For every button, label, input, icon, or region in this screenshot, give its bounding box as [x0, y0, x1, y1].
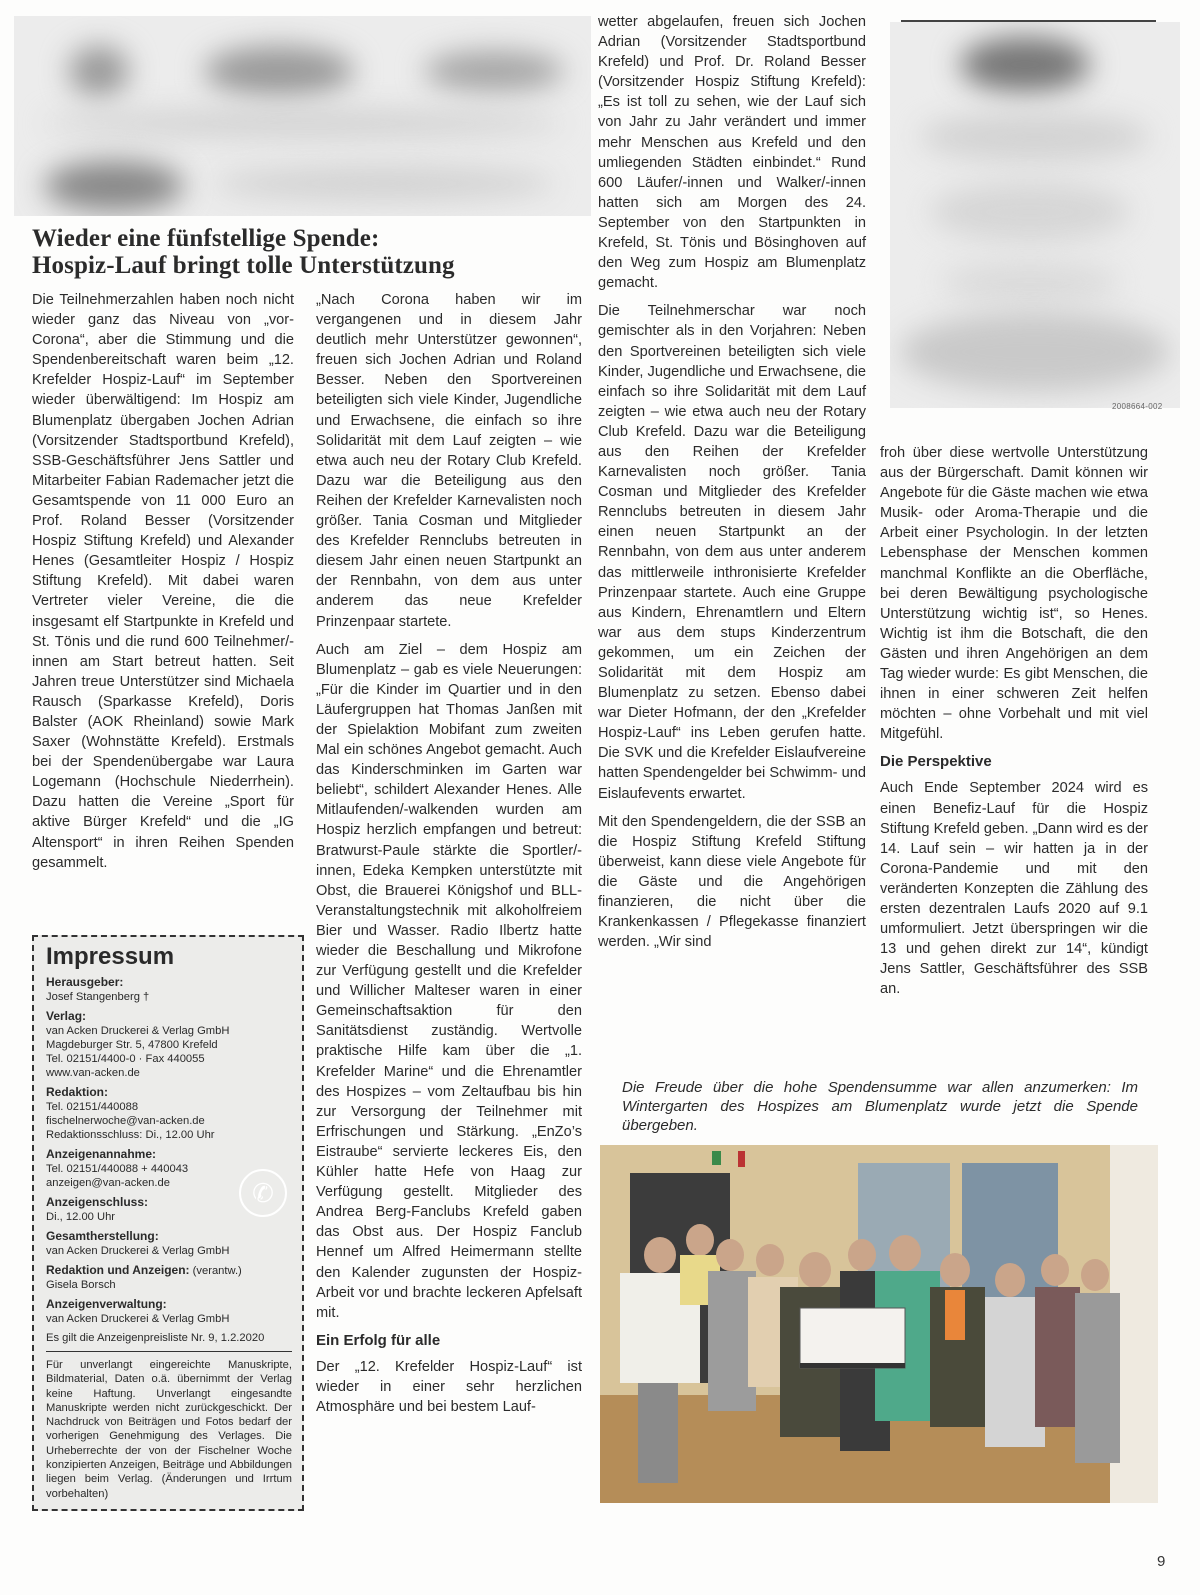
impressum-block [46, 1009, 292, 1080]
impressum-title: Impressum [46, 943, 175, 970]
subheading-perspective: Die Perspektive [880, 753, 992, 771]
photo-caption: Die Freude über die hohe Spendensumme war allen anzumerken: Im Wintergarten des Hospizes am Blumenplatz wurde jetzt die Spende übergeben. [622, 1079, 1138, 1134]
paragraph: „Nach Corona haben wir im vergangenen und in diesem Jahr deutlich mehr Unterstützer gewonnen“, freuen sich Jochen Adrian und Roland Besser. Neben den Sportvereinen beteiligten sich viele Kinder, Jugendliche und Erwachsene, die einfach so ihre Solidarität mit dem Lauf zeigten – wie etwa auch neu der Rotary Club Krefeld. Dazu war die Beteiligung aus den Reihen der Krefelder Karnevalisten noch größer. Tania Cosman und Mitglieder des Krefelder Rennclubs betreuten in diesem Jahr einen neuen Startpunkt an der Rennbahn, von dem aus unter anderem das neue Krefelder Prinzenpaar startete. [316, 292, 582, 630]
impressum-box [32, 935, 304, 1511]
price-list-note: Es gilt die Anzeigenpreisliste Nr. 9, 1.2.2020 [46, 1332, 265, 1344]
paragraph: Der „12. Krefelder Hospiz-Lauf“ ist wieder in einer sehr herzlichen Atmosphäre und bei bestem Lauf- [316, 1358, 582, 1415]
impressum-label: Redaktion: [46, 1085, 109, 1099]
paragraph: Die Teilnehmerschar war noch gemischter als in den Vorjahren: Neben den Sportvereinen beteiligten sich viele Kinder, Jugendliche und Erwachsene, die einfach so ihre Solidarität mit dem Lauf zeigten – wie etwa auch neu der Rotary Club Krefeld. Dazu war die Beteiligung aus den Reihen der Krefelder Karnevalisten noch größer. Tania Cosman und Mitglieder des Krefelder Rennclubs betreuten in diesem Jahr einen neuen Startpunkt an der Rennbahn, von dem aus unter anderem das mittlerweile inthronisierte Krefelder Prinzenpaar startete. Auch eine Gruppe aus Kindern, Ehrenamtlern und Eltern war aus dem stups Kinderzentrum gekommen, um ein Zeichen der Solidarität mit dem Hospiz am Blumenplatz zu setzen. Ebenso dabei war Dieter Hofmann, der den „Krefelder Hospiz-Lauf“ ins Leben gerufen hatte. Die SVK und die Krefelder Eislaufvereine hatten Spendengelder bei Schwimm- und Eislaufevents erwartet. [598, 303, 866, 802]
impressum-line: Tel. 02151/440088 + 440043 [46, 1163, 189, 1175]
impressum-label: Herausgeber: [46, 975, 124, 989]
impressum-line: Magdeburger Str. 5, 47800 Krefeld [46, 1039, 218, 1051]
divider [46, 1351, 292, 1352]
paragraph: Die Teilnehmerzahlen haben noch nicht wieder ganz das Niveau von „vor-Corona“, aber die Stimmung und die Spendenbereitschaft waren beim „12. Krefelder Hospiz-Lauf“ im September wieder überwältigend: Im Hospiz am Blumenplatz übergaben Jochen Adrian (Vorsitzender Stadtsportbund Krefeld), SSB-Geschäftsführer Jens Sattler und Mitarbeiter Fabian Rademacher jetzt die Gesamtspende von 11 000 Euro an Prof. Roland Besser (Vorsitzender Hospiz Stiftung Krefeld) und Alexander Henes (Gesamtleiter Hospiz / Hospiz Stiftung Krefeld). Mit dabei waren Vertreter vieler Vereine, die die insgesamt elf Startpunkte in Krefeld und St. Tönis und die rund 600 Teilnehmer/-innen am Start betreut hatten. Seit Jahren treue Unterstützer sind Michaela Rausch (Sparkasse Krefeld), Doris Balster (AOK Rheinland) sowie Mark Saxer (Wohnstätte Krefeld). Erstmals bei der Spendenübergabe war Laura Logemann (Hochschule Niederrhein). Dazu hatten die Vereine „Sport für aktive Bürger Krefeld“ und die „IG Altensport“ in ihren Reihen Spenden gesammelt. [32, 292, 294, 871]
article-column-3 [598, 12, 866, 960]
paragraph: Auch am Ziel – dem Hospiz am Blumenplatz – gab es viele Neuerungen: „Für die Kinder im Quartier und in den Läufergruppen hat Thomas Janßen mit der Spielaktion Mobifant zum zweiten Mal ein schönes Angebot gemacht. Auch das Kinderschminken im Garten war beliebt“, schildert Alexander Henes. Alle Mitlaufenden/-walkenden wurden am Hospiz herzlich empfangen und betreut: Bratwurst-Paule stärkte die Sportler/-innen, Edeka Kempken unterstützte mit Obst, die Brauerei Königshof und BLL-Veranstaltungstechnik mit alkoholfreiem Bier und Wasser. Radio Ilbertz hatte wieder die Beschallung und Mikrofone zur Verfügung gestellt und die Krefelder und Willicher Malteser waren in einer Gemeinschaftsaktion für den Sanitätsdienst zuständig. Wertvolle praktische Hilfe kam über die „1. Krefelder Marine“ und die Ehrenamtler des Hospizes – vom Zeltaufbau bis hin zur Versorgung der Teilnehmer mit Erfrischungen und Stärkung. „EnZo’s Eistraube“ servierte leckeres Eis, den Kühler hatte Hefe von Haag zur Verfügung gestellt. Mitglieder des Andrea Berg-Fanclubs Krefeld gaben das Obst aus. Der Hospiz Fanclub Hennef um Alfred Heimermann stellte den Kalender zugunsten der Hospiz-Arbeit vor und brachte leckeren Apfelsaft mit. [316, 641, 582, 1321]
blurred-advertisement-top-right [890, 22, 1180, 408]
impressum-line: Gisela Borsch [46, 1279, 116, 1291]
impressum-line: Tel. 02151/4400-0 · Fax 440055 [46, 1053, 205, 1065]
group-photo [600, 1145, 1158, 1503]
impressum-line: Di., 12.00 Uhr [46, 1211, 116, 1223]
impressum-line: Redaktionsschluss: Di., 12.00 Uhr [46, 1129, 215, 1141]
impressum-label: Anzeigenverwaltung: [46, 1297, 167, 1311]
impressum-label-suffix: (verantw.) [189, 1265, 242, 1277]
impressum-link[interactable]: anzeigen@van-acken.de [46, 1177, 170, 1189]
impressum-label: Anzeigenannahme: [46, 1147, 157, 1161]
ad-code-top-right: 2008664-002 [1112, 402, 1163, 411]
page-number: 9 [1157, 1553, 1166, 1570]
article-column-2 [316, 290, 582, 1425]
impressum-line: Josef Stangenberg † [46, 991, 150, 1003]
article-column-4 [880, 443, 1148, 1007]
impressum-label: Redaktion und Anzeigen: [46, 1263, 190, 1277]
article-headline [32, 225, 592, 279]
paragraph: Auch Ende September 2024 wird es einen Benefiz-Lauf für die Hospiz Stiftung Krefeld geben. „Dann wird es der 14. Lauf sein – wir hatten ja in der Corona-Pandemie und mit den veränderten Konzepten die Zählung des ersten dezentralen Laufs 2020 auf 9.1 umformuliert. Jetzt überspringen wir die 13 und gehen direkt zur 14“, kündigt Jens Sattler, Geschäftsführer des SSB an. [880, 780, 1148, 998]
blurred-advertisement-top-left [14, 16, 591, 216]
impressum-block [46, 1229, 292, 1258]
impressum-line: van Acken Druckerei & Verlag GmbH [46, 1245, 230, 1257]
impressum-link[interactable]: fischelnerwoche@van-acken.de [46, 1115, 205, 1127]
impressum-label: Anzeigenschluss: [46, 1195, 149, 1209]
subheading-success: Ein Erfolg für alle [316, 1331, 441, 1349]
impressum-label: Gesamtherstellung: [46, 1229, 159, 1243]
phone-icon: ✆ [239, 1169, 287, 1217]
paragraph: Mit den Spendengeldern, die der SSB an die Hospiz Stiftung Krefeld Stiftung überweist, kann diese viele Angebote für die Gäste und die Angehörigen finanzieren, die nicht über die Krankenkassen / Pflegekasse finanziert werden. „Wir sind [598, 813, 866, 951]
paragraph: wetter abgelaufen, freuen sich Jochen Adrian (Vorsitzender Stadtsportbund Krefeld) und Prof. Dr. Roland Besser (Vorsitzender Hospiz Stiftung Krefeld): „Es ist toll zu sehen, wie der Lauf sich von Jahr zu Jahr verändert und immer mehr Menschen aus Krefeld und den umliegenden Städten einbindet.“ Rund 600 Läufer/-innen und Walker/-innen hatten sich am Morgen des 24. September von den Startpunkten in Krefeld, St. Tönis und Bösinghoven auf den Weg zum Hospiz am Blumenplatz gemacht. [598, 14, 866, 292]
headline-line-1: Wieder eine fünfstellige Spende: [32, 225, 380, 252]
impressum-block [46, 975, 292, 1004]
headline-line-2: Hospiz-Lauf bringt tolle Unterstützung [32, 252, 455, 279]
impressum-disclaimer: Für unverlangt eingereichte Manuskripte, Bildmaterial, Daten o.ä. übernimmt der Verlag keine Haftung. Unverlangt eingesandte Manuskripte werden nicht zurückgeschickt. Der Nachdruck von Beiträgen und Fotos bedarf der vorherigen Genehmigung des Verlages. Die Urheberrechte der von der Fischelner Woche konzipierten Anzeigen, Beiträge und Abbildungen liegen beim Verlag. (Änderungen und Irrtum vorbehalten) [46, 1359, 292, 1500]
group-photo-icon [600, 1145, 1158, 1503]
article-column-1 [32, 290, 294, 881]
impressum-label: Verlag: [46, 1009, 87, 1023]
impressum-block [46, 1085, 292, 1142]
impressum-link[interactable]: www.van-acken.de [46, 1067, 140, 1079]
paragraph: froh über diese wertvolle Unterstützung aus der Bürgerschaft. Damit können wir Angebote für die Gäste machen wie etwa Musik- oder Aroma-Therapie und die Arbeit einer Psychologin. In der letzten Lebensphase der Menschen kommen manchmal Konflikte an die Oberfläche, bei deren Bewältigung psychologische Unterstützung wichtig ist“, so Henes. Wichtig ist ihm die Botschaft, die den Gästen und ihren Angehörigen an dem Tag wieder wurde: Es gibt Menschen, die ihnen in einer schweren Zeit helfen möchten – ohne Vorbehalt und mit viel Mitgefühl. [880, 445, 1148, 743]
impressum-line: van Acken Druckerei & Verlag GmbH [46, 1025, 230, 1037]
impressum-block [46, 1297, 292, 1326]
impressum-block [46, 1263, 292, 1292]
impressum-line: van Acken Druckerei & Verlag GmbH [46, 1313, 230, 1325]
impressum-line: Tel. 02151/440088 [46, 1101, 139, 1113]
